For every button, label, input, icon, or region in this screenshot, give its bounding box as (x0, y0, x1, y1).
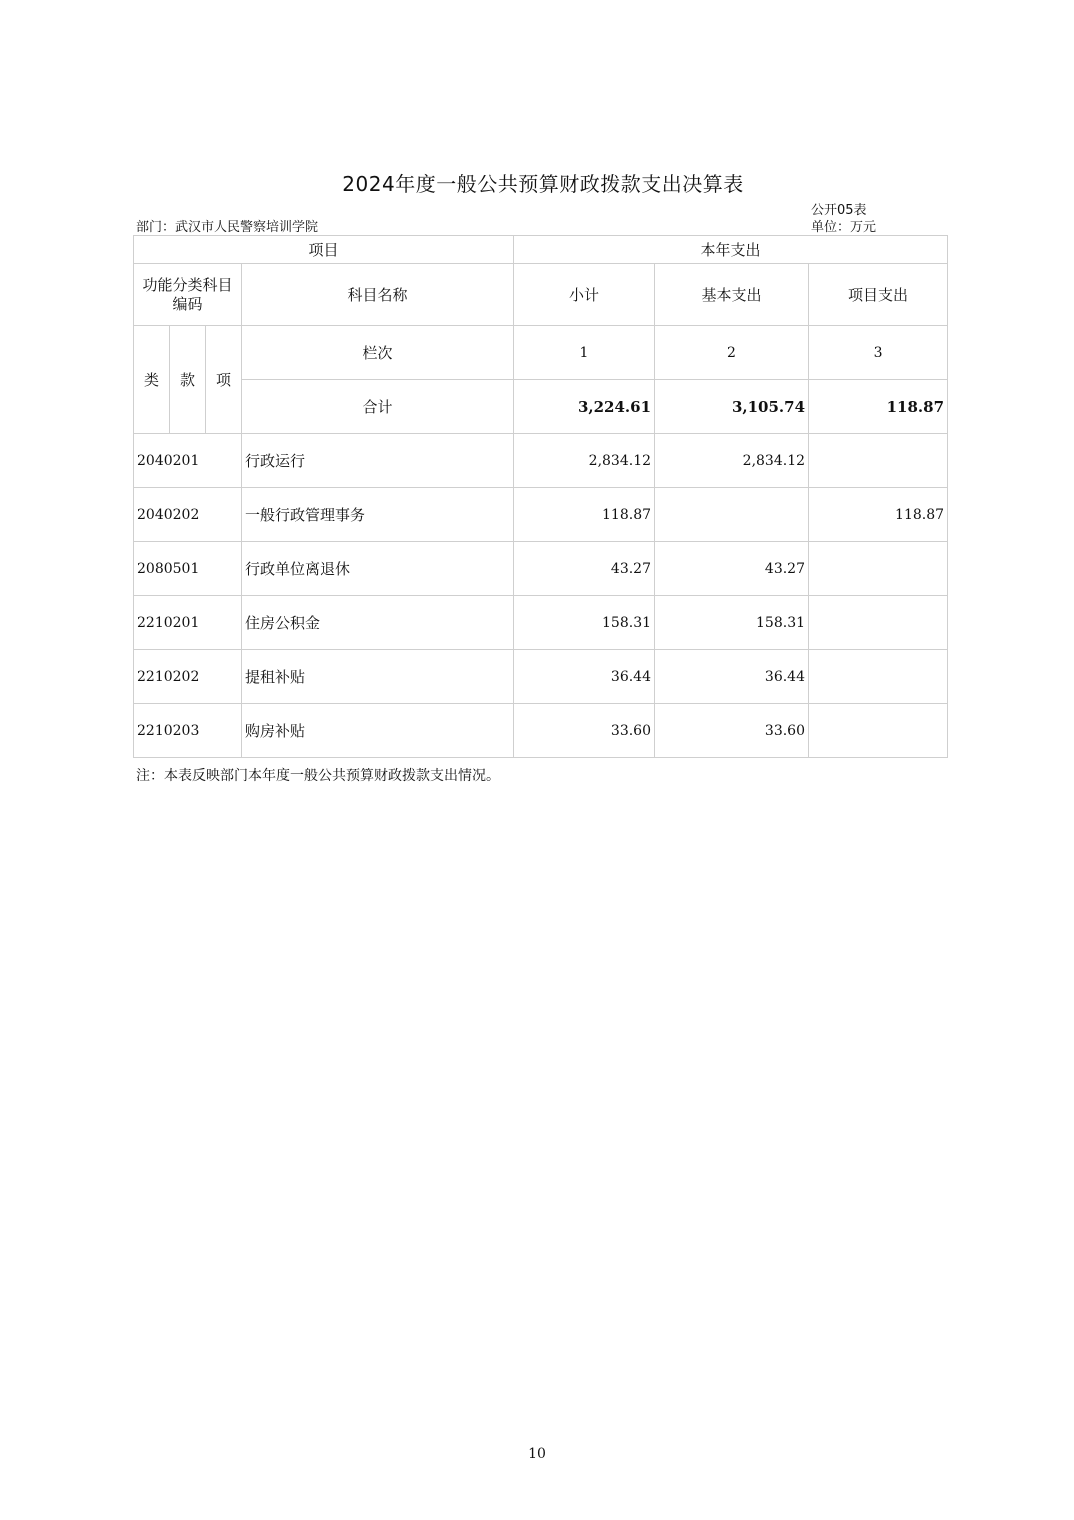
row-subtotal: 2,834.12 (514, 434, 655, 488)
row-project: 118.87 (809, 488, 948, 542)
total-project: 118.87 (809, 380, 948, 434)
row-basic: 2,834.12 (655, 434, 809, 488)
row-project (809, 650, 948, 704)
header-lei: 类 (134, 326, 170, 434)
row-name: 一般行政管理事务 (242, 488, 514, 542)
row-basic: 43.27 (655, 542, 809, 596)
row-code: 2080501 (134, 542, 242, 596)
row-name: 住房公积金 (242, 596, 514, 650)
header-item: 项目 (134, 236, 514, 264)
row-name: 提租补贴 (242, 650, 514, 704)
row-subtotal: 33.60 (514, 704, 655, 758)
header-basic: 基本支出 (655, 264, 809, 326)
table-note: 注：本表反映部门本年度一般公共预算财政拨款支出情况。 (136, 768, 500, 784)
header-func-code: 功能分类科目编码 (134, 264, 242, 326)
department-label: 部门：武汉市人民警察培训学院 (136, 220, 319, 235)
row-subtotal: 158.31 (514, 596, 655, 650)
row-subtotal: 36.44 (514, 650, 655, 704)
column-number-2: 2 (655, 326, 809, 380)
header-subtotal: 小计 (514, 264, 655, 326)
row-name: 行政单位离退休 (242, 542, 514, 596)
row-name: 行政运行 (242, 434, 514, 488)
header-row-1 (134, 236, 948, 264)
row-project (809, 596, 948, 650)
report-title: 2024年度一般公共预算财政拨款支出决算表 (342, 172, 744, 196)
report-meta (133, 203, 947, 235)
table-row (134, 488, 948, 542)
total-row (134, 380, 948, 434)
row-basic: 36.44 (655, 650, 809, 704)
table-row (134, 596, 948, 650)
total-basic: 3,105.74 (655, 380, 809, 434)
header-column-order: 栏次 (242, 326, 514, 380)
header-row-3 (134, 326, 948, 380)
row-code: 2210202 (134, 650, 242, 704)
row-basic: 158.31 (655, 596, 809, 650)
total-label: 合计 (242, 380, 514, 434)
header-project: 项目支出 (809, 264, 948, 326)
header-subject-name: 科目名称 (242, 264, 514, 326)
row-project (809, 542, 948, 596)
column-number-3: 3 (809, 326, 948, 380)
header-xiang: 项 (206, 326, 242, 434)
total-subtotal: 3,224.61 (514, 380, 655, 434)
row-project (809, 434, 948, 488)
row-subtotal: 43.27 (514, 542, 655, 596)
header-kuan: 款 (170, 326, 206, 434)
unit-label: 单位：万元 (811, 220, 877, 235)
row-code: 2210203 (134, 704, 242, 758)
row-name: 购房补贴 (242, 704, 514, 758)
row-code: 2040202 (134, 488, 242, 542)
table-code-label: 公开05表 (811, 203, 867, 218)
row-project (809, 704, 948, 758)
row-code: 2040201 (134, 434, 242, 488)
row-basic: 33.60 (655, 704, 809, 758)
table-row (134, 650, 948, 704)
header-row-2 (134, 264, 948, 326)
header-current-year: 本年支出 (514, 236, 948, 264)
row-subtotal: 118.87 (514, 488, 655, 542)
table-row (134, 704, 948, 758)
report-sheet (133, 165, 947, 785)
page-number: 10 (528, 1446, 546, 1462)
row-basic (655, 488, 809, 542)
column-number-1: 1 (514, 326, 655, 380)
expense-table (133, 235, 948, 758)
table-row (134, 434, 948, 488)
table-row (134, 542, 948, 596)
row-code: 2210201 (134, 596, 242, 650)
